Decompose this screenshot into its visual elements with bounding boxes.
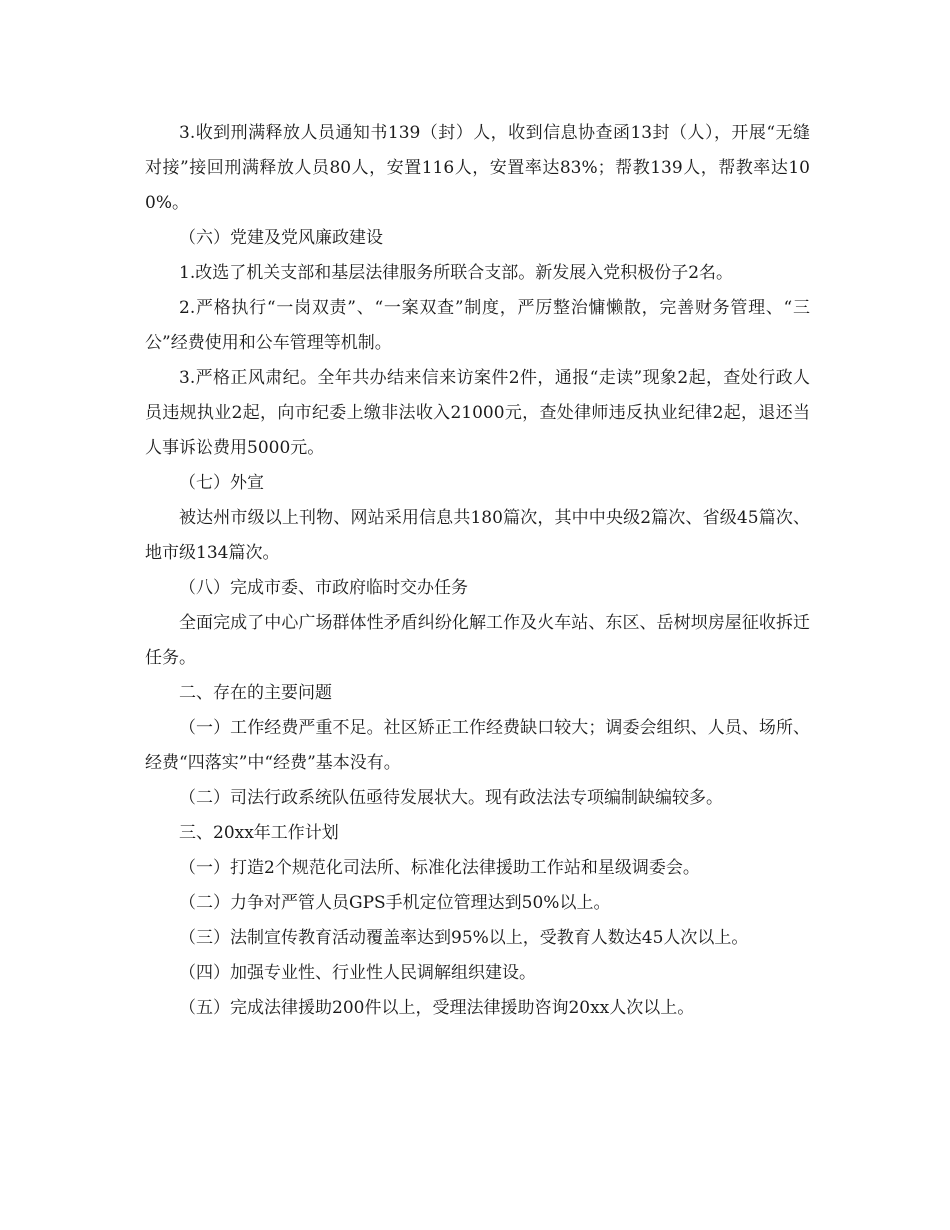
- paragraph-problem-staffing: （二）司法行政系统队伍亟待发展状大。现有政法法专项编制缺编较多。: [179, 788, 723, 808]
- paragraph-publicity: 被达州市级以上刊物、网站采用信息共180篇次，其中中央级2篇次、省级45篇次、地市级134篇次。: [145, 508, 810, 563]
- heading-work-plan: 三、20xx年工作计划: [179, 823, 339, 843]
- heading-publicity: （七）外宣: [179, 473, 264, 493]
- heading-party-building: （六）党建及党风廉政建设: [179, 228, 383, 248]
- plan-item-5: （五）完成法律援助200件以上，受理法律援助咨询20xx人次以上。: [179, 998, 695, 1018]
- paragraph-dual-responsibility: 2.严格执行“一岗双责”、“一案双查”制度，严厉整治慵懒散，完善财务管理、“三公”经费使用和公车管理等机制。: [145, 298, 810, 353]
- plan-item-3: （三）法制宣传教育活动覆盖率达到95%以上，受教育人数达45人次以上。: [179, 928, 749, 948]
- paragraph-temporary-tasks: 全面完成了中心广场群体性矛盾纠纷化解工作及火车站、东区、岳树坝房屋征收拆迁任务。: [145, 613, 810, 668]
- heading-temporary-tasks: （八）完成市委、市政府临时交办任务: [179, 578, 468, 598]
- plan-item-2: （二）力争对严管人员GPS手机定位管理达到50%以上。: [179, 893, 611, 913]
- plan-item-1: （一）打造2个规范化司法所、标准化法律援助工作站和星级调委会。: [179, 858, 700, 878]
- paragraph-branch-reelection: 1.改选了机关支部和基层法律服务所联合支部。新发展入党积极份子2名。: [179, 263, 734, 283]
- paragraph-resettlement: 3.收到刑满释放人员通知书139（封）人，收到信息协查函13封（人），开展“无缝对接”接回刑满释放人员80人，安置116人，安置率达83%；帮教139人，帮教率达100%。: [145, 123, 810, 213]
- paragraph-problem-funding: （一）工作经费严重不足。社区矫正工作经费缺口较大；调委会组织、人员、场所、经费“四落实”中“经费”基本没有。: [145, 718, 810, 773]
- heading-main-problems: 二、存在的主要问题: [179, 683, 332, 703]
- document-body: [145, 116, 810, 1026]
- plan-item-4: （四）加强专业性、行业性人民调解组织建设。: [179, 963, 536, 983]
- paragraph-discipline: 3.严格正风肃纪。全年共办结来信来访案件2件，通报“走读”现象2起，查处行政人员违规执业2起，向市纪委上缴非法收入21000元，查处律师违反执业纪律2起，退还当人事诉讼费用5000元。: [145, 368, 810, 458]
